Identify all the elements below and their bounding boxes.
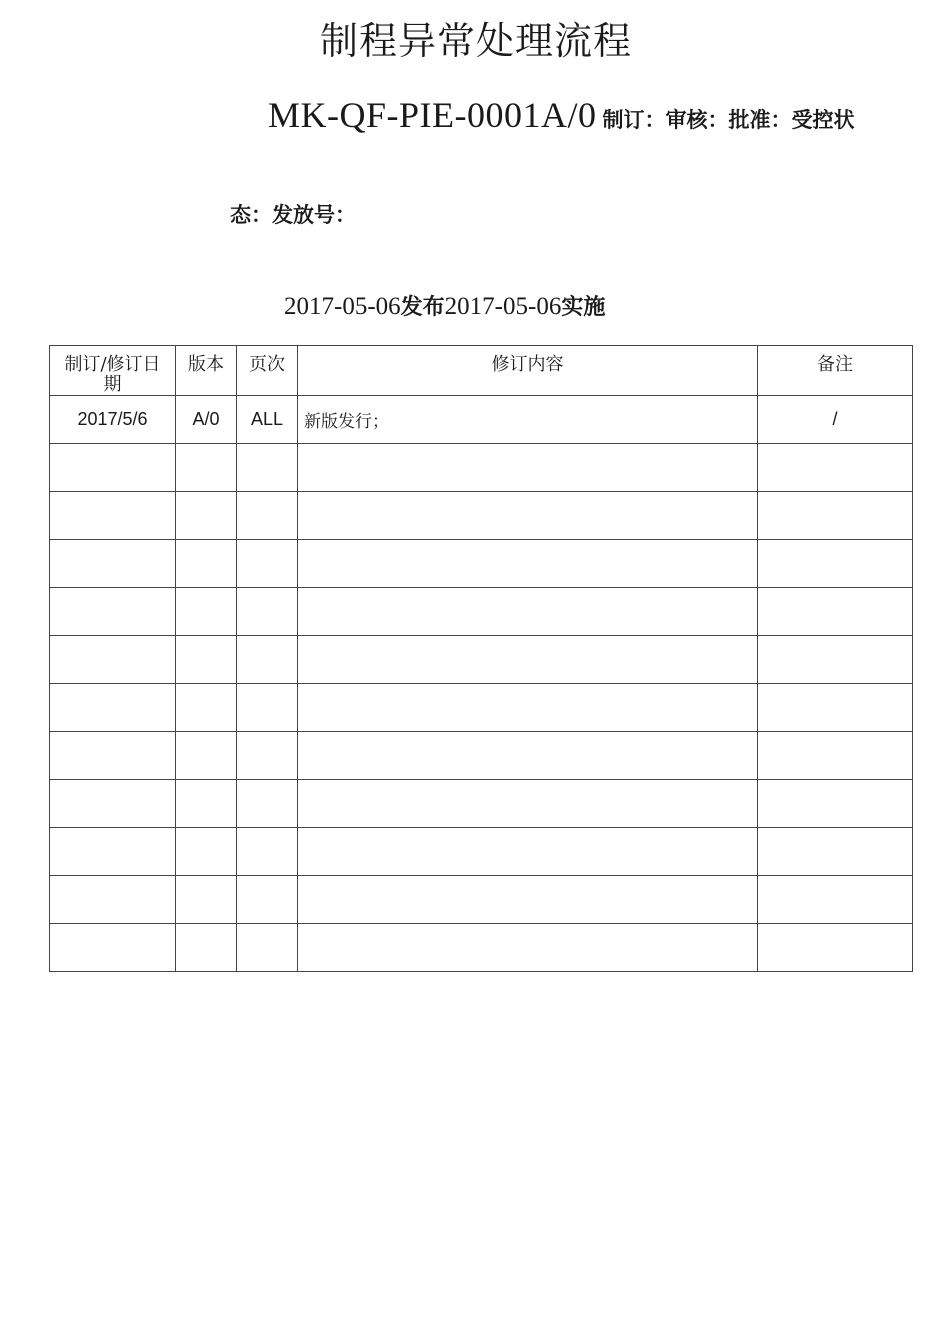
cell-version <box>176 780 237 828</box>
cell-remarks <box>758 876 913 924</box>
cell-remarks <box>758 492 913 540</box>
cell-version <box>176 732 237 780</box>
issue-date: 2017-05-06 <box>284 293 401 320</box>
cell-pages: ALL <box>237 396 298 444</box>
cell-pages <box>237 924 298 972</box>
cell-date <box>50 924 176 972</box>
table-row <box>50 444 913 492</box>
table-row <box>50 732 913 780</box>
cell-date <box>50 780 176 828</box>
cell-pages <box>237 876 298 924</box>
issue-label: 发布 <box>400 295 445 320</box>
table-row <box>50 636 913 684</box>
revision-history-table <box>49 345 913 972</box>
table-row <box>50 684 913 732</box>
effective-label: 实施 <box>561 295 606 320</box>
cell-remarks <box>758 828 913 876</box>
dates-line <box>284 290 605 321</box>
table-row <box>50 492 913 540</box>
cell-remarks <box>758 684 913 732</box>
cell-pages <box>237 732 298 780</box>
cell-remarks <box>758 444 913 492</box>
cell-remarks <box>758 540 913 588</box>
table-row <box>50 780 913 828</box>
cell-version <box>176 444 237 492</box>
cell-date <box>50 540 176 588</box>
cell-date: 2017/5/6 <box>50 396 176 444</box>
cell-remarks <box>758 732 913 780</box>
cell-version <box>176 540 237 588</box>
cell-pages <box>237 444 298 492</box>
cell-date <box>50 732 176 780</box>
cell-pages <box>237 540 298 588</box>
table-row <box>50 396 913 444</box>
cell-content <box>298 732 758 780</box>
cell-content <box>298 828 758 876</box>
table-row <box>50 924 913 972</box>
cell-content <box>298 444 758 492</box>
table-row <box>50 588 913 636</box>
cell-version <box>176 492 237 540</box>
cell-content <box>298 924 758 972</box>
cell-date <box>50 588 176 636</box>
cell-content <box>298 780 758 828</box>
document-title: 制程异常处理流程 <box>320 19 633 63</box>
cell-version <box>176 636 237 684</box>
cell-version <box>176 684 237 732</box>
column-header-content: 修订内容 <box>298 346 758 396</box>
doc-code-line <box>268 94 855 136</box>
cell-version: A/0 <box>176 396 237 444</box>
cell-content <box>298 684 758 732</box>
cell-content: 新版发行； <box>298 396 758 444</box>
cell-pages <box>237 588 298 636</box>
column-header-remarks: 备注 <box>758 346 913 396</box>
column-header-pages: 页次 <box>237 346 298 396</box>
cell-version <box>176 924 237 972</box>
cell-pages <box>237 684 298 732</box>
cell-date <box>50 636 176 684</box>
column-header-date: 制订/修订日期 <box>50 346 176 396</box>
cell-date <box>50 828 176 876</box>
cell-content <box>298 492 758 540</box>
effective-date: 2017-05-06 <box>444 293 562 320</box>
document-code: MK-QF-PIE-0001A/0 <box>268 95 597 135</box>
cell-remarks <box>758 588 913 636</box>
cell-pages <box>237 828 298 876</box>
cell-remarks <box>758 780 913 828</box>
table-row <box>50 876 913 924</box>
cell-date <box>50 876 176 924</box>
cell-content <box>298 636 758 684</box>
table-body <box>50 396 913 972</box>
column-header-version: 版本 <box>176 346 237 396</box>
table-row <box>50 828 913 876</box>
cell-date <box>50 684 176 732</box>
cell-remarks: / <box>758 396 913 444</box>
approval-fields: 制订：审核：批准：受控状 <box>602 108 855 132</box>
cell-date <box>50 492 176 540</box>
cell-remarks <box>758 924 913 972</box>
cell-pages <box>237 780 298 828</box>
control-status-line: 态：发放号： <box>230 203 356 227</box>
table-row <box>50 540 913 588</box>
cell-content <box>298 540 758 588</box>
cell-version <box>176 828 237 876</box>
table-header-row <box>50 346 913 396</box>
cell-content <box>298 876 758 924</box>
cell-pages <box>237 636 298 684</box>
cell-content <box>298 588 758 636</box>
cell-pages <box>237 492 298 540</box>
cell-version <box>176 876 237 924</box>
cell-remarks <box>758 636 913 684</box>
cell-date <box>50 444 176 492</box>
cell-version <box>176 588 237 636</box>
